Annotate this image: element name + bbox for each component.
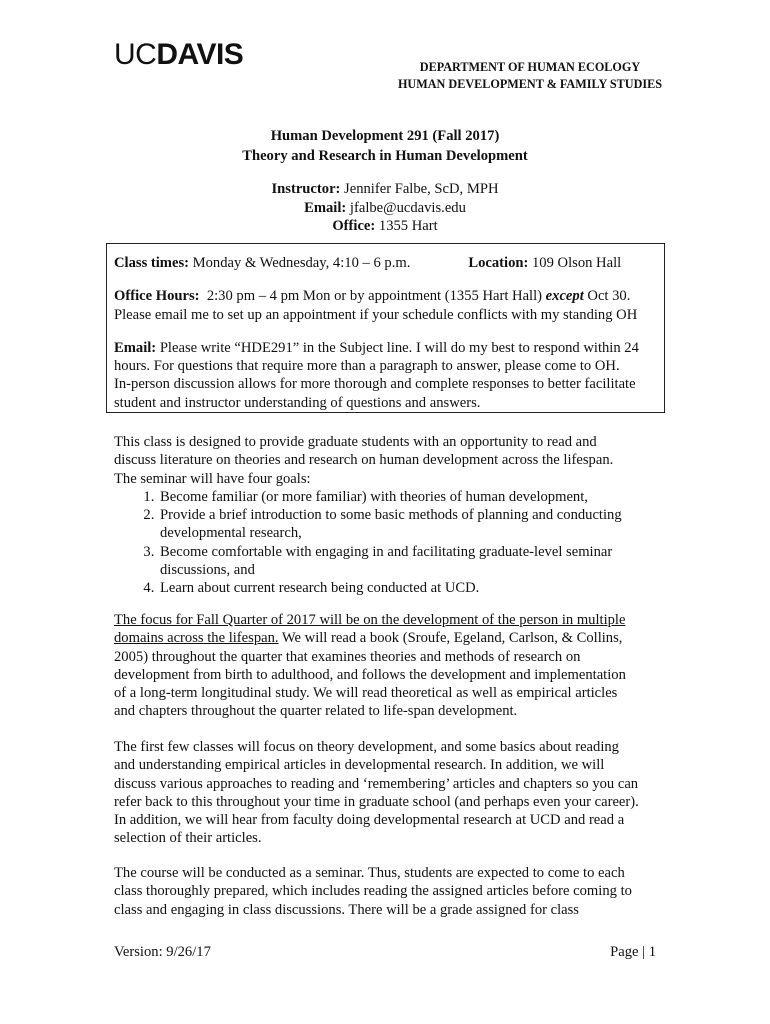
office-label: Office: xyxy=(332,218,376,234)
course-title xyxy=(0,126,770,166)
focus-line-4: development from birth to adulthood, and follows the development and implementation xyxy=(114,666,626,683)
goals-list xyxy=(114,488,664,598)
office-line xyxy=(0,217,770,236)
focus-line-2 xyxy=(114,629,664,647)
location xyxy=(468,254,621,272)
first-line-3: discuss various approaches to reading and ‘remembering’ articles and chapters so you can xyxy=(114,775,639,792)
goal-item: 1. Become familiar (or more familiar) with theories of human development, xyxy=(158,488,664,506)
email-line xyxy=(0,199,770,218)
first-line-6: selection of their articles. xyxy=(114,830,262,847)
first-classes-paragraph xyxy=(114,738,664,848)
first-line-2: and understanding empirical articles in developmental research. In addition, we will xyxy=(114,757,605,774)
intro-line-3: The seminar will have four goals: xyxy=(114,470,311,487)
email-policy-1 xyxy=(114,339,658,357)
goal-item: 4. Learn about current research being conducted at UCD. xyxy=(158,579,664,597)
focus-line-5: of a long-term longitudinal study. We will read theoretical as well as empirical articles xyxy=(114,685,618,702)
department-line-1: DEPARTMENT OF HUMAN ECOLOGY xyxy=(419,60,641,74)
email-policy-2: hours. For questions that require more than a paragraph to answer, please come to OH. xyxy=(114,358,620,375)
email-label: Email: xyxy=(304,199,347,216)
office-hours-note: Please email me to set up an appointment if your schedule conflicts with my standing OH xyxy=(114,306,638,323)
instructor-label: Instructor: xyxy=(271,181,341,197)
first-line-5: In addition, we will hear from faculty doing developmental research at UCD and read a xyxy=(114,812,625,829)
first-line-1: The first few classes will focus on theory development, and some basics about reading xyxy=(114,739,619,755)
office-hours xyxy=(114,287,658,305)
class-times xyxy=(114,254,410,272)
office-hours-except: except xyxy=(545,288,584,305)
location-label: Location: xyxy=(468,255,529,271)
office-hours-value: 2:30 pm – 4 pm Mon or by appointment (1355 Hart Hall) xyxy=(199,288,546,305)
instructor-block xyxy=(0,180,770,236)
department-header xyxy=(380,59,680,93)
seminar-line-3: class and engaging in class discussions. There will be a grade assigned for class xyxy=(114,901,579,918)
email-policy-3: In-person discussion allows for more thorough and complete responses to better facilitate xyxy=(114,376,636,393)
intro-paragraph xyxy=(114,433,664,598)
intro-line-2: discuss literature on theories and research on human development across the lifespan. xyxy=(114,452,614,469)
first-line-4: refer back to this throughout your time in graduate school (and perhaps even your career). xyxy=(114,793,639,810)
office-hours-label: Office Hours: xyxy=(114,288,200,305)
ucdavis-logo xyxy=(114,40,243,70)
email-policy-label: Email: xyxy=(114,339,157,356)
focus-line-6: and chapters throughout the quarter related to life-span development. xyxy=(114,703,518,720)
logo-uc: UC xyxy=(114,38,157,71)
seminar-line-2: class thoroughly prepared, which includes reading the assigned articles before coming to xyxy=(114,883,632,900)
page-label: Page | xyxy=(610,944,649,960)
focus-underlined: domains across the lifespan. xyxy=(114,630,279,647)
department-line-2: HUMAN DEVELOPMENT & FAMILY STUDIES xyxy=(397,77,663,91)
class-times-label: Class times: xyxy=(114,255,189,271)
focus-text: We will read a book (Sroufe, Egeland, Carlson, & Collins, xyxy=(278,630,623,647)
logo-davis: DAVIS xyxy=(156,38,244,71)
goal-item: 3. Become comfortable with engaging in and facilitating graduate-level seminar discussions, and xyxy=(158,543,664,580)
seminar-paragraph xyxy=(114,864,664,919)
page-footer xyxy=(114,944,656,961)
goal-item: 2. Provide a brief introduction to some basic methods of planning and conducting developmental research, xyxy=(158,506,664,543)
page-number-value: 1 xyxy=(648,944,656,960)
page-number xyxy=(610,944,656,961)
office-location: 1355 Hart xyxy=(375,218,438,234)
focus-line-3: 2005) throughout the quarter that examines theories and methods of research on xyxy=(114,648,581,665)
focus-line-1: The focus for Fall Quarter of 2017 will be on the development of the person in multiple xyxy=(114,612,626,628)
email-policy-text: Please write “HDE291” in the Subject line. I will do my best to respond within 24 xyxy=(156,339,639,356)
course-name: Theory and Research in Human Development xyxy=(242,148,528,164)
course-info-box xyxy=(106,243,665,413)
seminar-line-1: The course will be conducted as a seminar. Thus, students are expected to come to each xyxy=(114,865,625,881)
class-times-row xyxy=(114,254,658,272)
intro-line-1: This class is designed to provide graduate students with an opportunity to read and xyxy=(114,434,597,450)
class-times-value: Monday & Wednesday, 4:10 – 6 p.m. xyxy=(189,255,411,271)
email-address: jfalbe@ucdavis.edu xyxy=(346,199,466,216)
email-policy-4: student and instructor understanding of questions and answers. xyxy=(114,394,481,411)
version-label: Version: 9/26/17 xyxy=(114,944,211,960)
instructor-name: Jennifer Falbe, ScD, MPH xyxy=(340,181,499,197)
office-hours-tail: Oct 30. xyxy=(583,288,631,305)
course-number: Human Development 291 (Fall 2017) xyxy=(270,128,500,144)
focus-paragraph xyxy=(114,611,664,721)
instructor-line xyxy=(0,180,770,199)
location-value: 109 Olson Hall xyxy=(528,255,622,271)
